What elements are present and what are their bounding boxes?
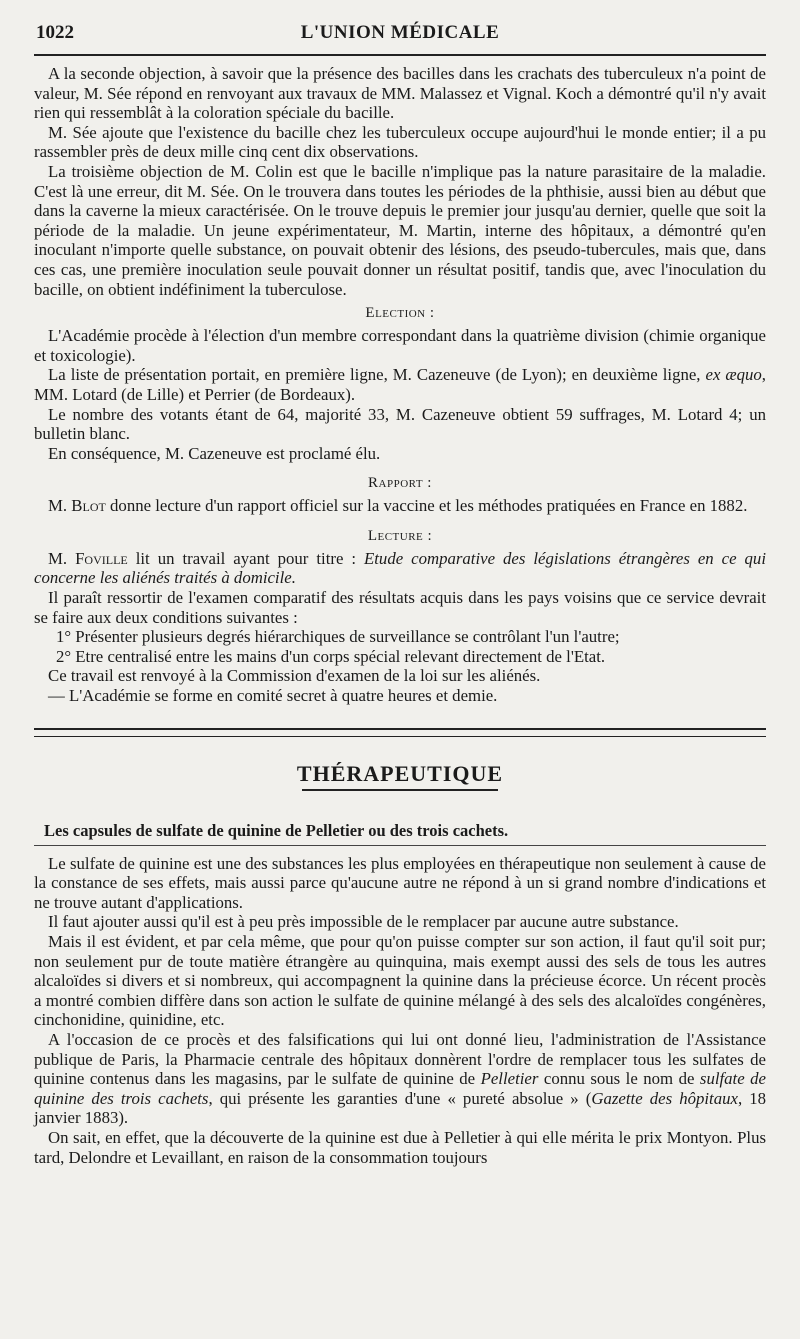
paragraph-lecture-4: — L'Académie se forme en comité secret à quatre heures et demie. (48, 686, 498, 706)
paragraph-rapport (34, 496, 766, 516)
page-header (34, 18, 766, 52)
article-title-rule (34, 845, 766, 846)
text-segment: connu sous le nom de (538, 1069, 700, 1089)
section-title-therapeutique: THÉRAPEUTIQUE (296, 760, 504, 786)
paragraph-see-ajoute: M. Sée ajoute que l'existence du bacille chez les tuberculeux occupe aujourd'hui le monde entier; il a pu rassembler près de deux mille cinq cent dix observations. (34, 122, 766, 162)
paragraph-election-2 (34, 365, 766, 404)
paragraph-lecture-3: Ce travail est renvoyé à la Commission d'examen de la loi sur les aliénés. (48, 666, 541, 686)
title-underline (302, 789, 498, 791)
pelletier-name: Pelletier (480, 1069, 539, 1089)
paragraph-election-4: En conséquence, M. Cazeneuve est proclamé élu. (48, 443, 381, 463)
paragraph-lecture-1 (34, 549, 766, 588)
rapport-author: M. Blot (48, 496, 106, 516)
list-item-condition-2: 2° Etre centralisé entre les mains d'un corps spécial relevant directement de l'Etat. (56, 646, 606, 666)
lecture-work-title: Etude comparative des législations étrangères en ce qui concerne les aliénés traités à domicile. (34, 548, 766, 588)
paragraph-troisieme-objection: La troisième objection de M. Colin est que le bacille n'implique pas la nature parasitaire de la maladie. C'est là une erreur, dit M. Sée. On le trouvera dans toutes les périodes de la phthisie, aussi bien au début que dans la caverne la mieux caractérisée. On le trouve depuis le premier jour jusqu'au dernier, quelle que soit la période de la maladie. Un jeune expérimentateur, M. Martin, interne des hôpitaux, a démontré qu'en inoculant n'importe quelle substance, on pouvait obtenir des lésions, des pseudo-tubercules, mais que, dans ces cas, une première inoculation seule pouvait donner un résultat positif, tandis que, avec l'inoculation du bacille, on obtient indéfiniment la tuberculose. (34, 161, 766, 299)
lecture-author: M. Foville (48, 548, 128, 568)
section-divider (34, 728, 766, 737)
paragraph-therapeutique-5: On sait, en effet, que la découverte de la quinine est due à Pelletier à qui elle mérita le prix Montyon. Plus tard, Delondre et Levaillant, en raison de la consommation toujours (34, 1127, 766, 1167)
paragraph-therapeutique-1: Le sulfate de quinine est une des substances les plus employées en thérapeutique non seulement à cause de la constance de ses effets, mais aussi parce qu'aucune autre ne répond à un si grand nombre d'indications et ne trouve autant d'applications. (34, 853, 766, 912)
rapport-text: donne lecture d'un rapport officiel sur la vaccine et les méthodes pratiquées en France en 1882. (105, 496, 748, 516)
page-number: 1022 (36, 22, 74, 43)
text-segment: A l'occasion de ce procès et des falsifications qui lui ont donné lieu, l'administration de l'Assistance publique de Paris, la Pharmacie centrale des hôpitaux donnèrent l'ordre de remplacer tous les sulfates de quinine contenus dans les magasins, par le sulfate de quinine de (34, 1029, 766, 1089)
paragraph-election-1: L'Académie procède à l'élection d'un membre correspondant dans la quatrième division (chimie organique et toxicologie). (34, 326, 766, 365)
section-heading-lecture: Lecture : (367, 527, 433, 544)
product-name: sulfate de quinine des trois cachets (34, 1069, 766, 1108)
ex-aequo: ex æquo (705, 365, 762, 385)
header-rule (34, 54, 766, 56)
gazette-name: Gazette des hôpitaux (591, 1088, 738, 1108)
paragraph-therapeutique-3: Mais il est évident, et par cela même, que pour qu'on puisse compter sur son action, il faut qu'il soit pur; non seulement pur de toute matière étrangère au quinquina, mais exempt aussi des sels de tous les autres alcaloïdes si divers et si nombreux, qui accompagnent la quinine dans la précieuse écorce. Un récent procès a montré combien diffère dans son action le sulfate de quinine mélangé à des sels des alcaloïdes congénères, cinchonidine, quinidine, etc. (34, 932, 766, 1030)
paragraph-seconde-objection: A la seconde objection, à savoir que la présence des bacilles dans les crachats des tuberculeux n'a point de valeur, M. Sée répond en renvoyant aux travaux de MM. Malassez et Vignal. Koch a démontré qu'il n'y avait rien qui ressemblât à la coloration spéciale du bacille. (34, 64, 766, 123)
paragraph-therapeutique-2: Il faut ajouter aussi qu'il est à peu près impossible de le remplacer par aucune autre substance. (48, 912, 679, 932)
text-segment: , qui présente les garanties d'une « pureté absolue » ( (208, 1088, 592, 1108)
lecture-text: lit un travail ayant pour titre : (127, 548, 365, 568)
section-heading-election: Election : (365, 305, 435, 322)
paragraph-lecture-2: Il paraît ressortir de l'examen comparatif des résultats acquis dans les pays voisins que ce service devrait se faire aux deux conditions suivantes : (34, 588, 766, 627)
election-list-text-end: , MM. Lotard (de Lille) et Perrier (de Bordeaux). (34, 365, 766, 404)
running-title: L'UNION MÉDICALE (300, 22, 500, 43)
list-item-condition-1: 1° Présenter plusieurs degrés hiérarchiques de surveillance se contrôlant l'un l'autre; (56, 627, 620, 647)
article-title: Les capsules de sulfate de quinine de Pelletier ou des trois cachets. (44, 820, 509, 840)
paragraph-election-3: Le nombre des votants étant de 64, majorité 33, M. Cazeneuve obtient 59 suffrages, M. Lotard 4; un bulletin blanc. (34, 404, 766, 444)
text-segment: , 18 janvier 1883). (34, 1088, 767, 1128)
paragraph-therapeutique-4 (34, 1030, 766, 1128)
election-list-text: La liste de présentation portait, en première ligne, M. Cazeneuve (de Lyon); en deuxième ligne, (48, 365, 706, 385)
section-heading-rapport: Rapport : (368, 475, 432, 492)
